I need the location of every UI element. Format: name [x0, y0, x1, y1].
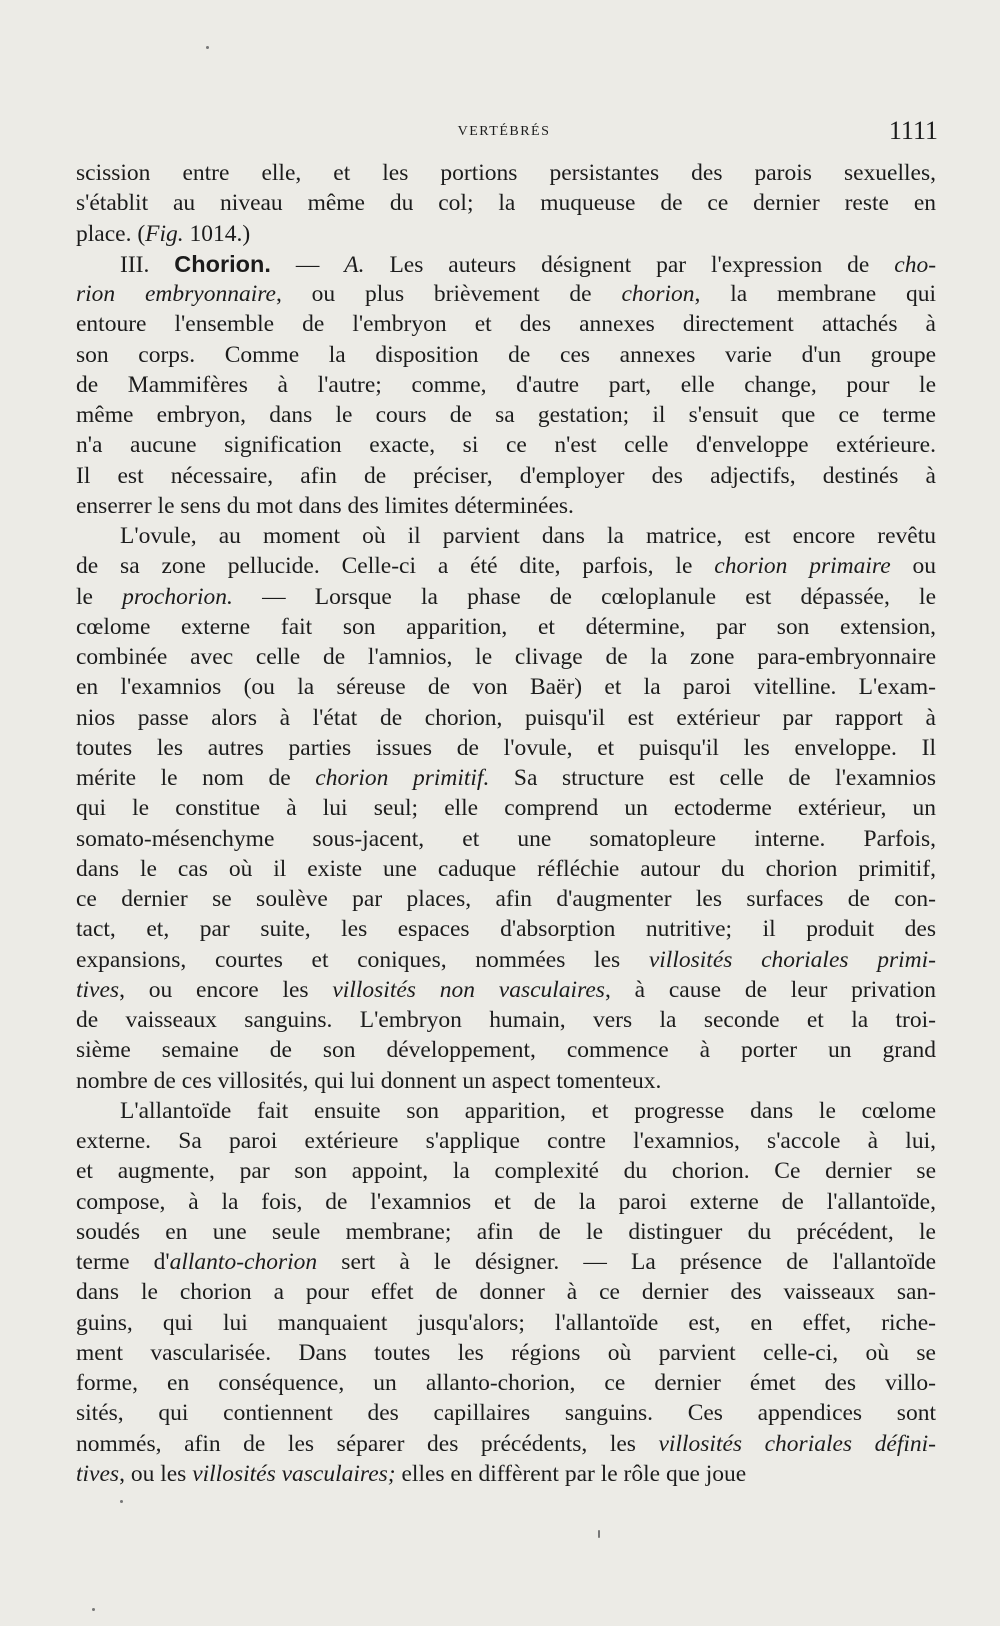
- italic-term: allanto-chorion: [169, 1249, 318, 1275]
- scan-speck: [206, 46, 209, 49]
- text-line: nombre de ces villosités, qui lui donnent un aspect tomenteux.: [76, 1067, 662, 1094]
- italic-term: villosités non vasculaires: [332, 976, 605, 1003]
- text-line: tact, et, par suite, les espaces d'absorption nutritive; il produit des: [76, 916, 936, 943]
- section-letter: A.: [344, 251, 365, 278]
- text-line: guins, qui lui manquaient jusqu'alors; l'allantoïde est, en effet, riche-: [76, 1309, 936, 1336]
- page-number: 1111: [888, 116, 938, 145]
- section-dash: —: [295, 251, 320, 278]
- text-line: nommés, afin de les séparer des précédents, les villosités choriales défini-: [76, 1430, 936, 1457]
- text-line: de sa zone pellucide. Celle-ci a été dite, parfois, le chorion primaire ou: [76, 553, 936, 580]
- text-fragment: 1014.): [183, 220, 251, 247]
- italic-term: chorion primaire: [714, 553, 891, 580]
- section-heading-line: [76, 249, 936, 279]
- text-line: ment vascularisée. Dans toutes les régions où parvient celle-ci, où se: [76, 1339, 936, 1366]
- text-line: mérite le nom de chorion primitif. Sa structure est celle de l'examnios: [76, 765, 936, 791]
- italic-term: villosités choriales primi-: [648, 946, 936, 973]
- text-line: son corps. Comme la disposition de ces annexes varie d'un groupe: [76, 341, 936, 368]
- section-number: III.: [120, 251, 150, 278]
- text-line: entoure l'ensemble de l'embryon et des annexes directement attachés à: [76, 311, 936, 338]
- text-line: enserrer le sens du mot dans des limites déterminées.: [76, 492, 574, 519]
- body-text: [76, 158, 936, 1489]
- italic-term: cho-: [894, 251, 936, 278]
- italic-term: prochorion.: [122, 583, 233, 610]
- text-line: dans le chorion a pour effet de donner à ce dernier des vaisseaux san-: [76, 1279, 936, 1306]
- text-line: [76, 219, 936, 249]
- text-line: compose, à la fois, de l'examnios et de la paroi externe de l'allantoïde,: [76, 1188, 936, 1215]
- text-line: n'a aucune signification exacte, si ce n'est celle d'enveloppe extérieure.: [76, 432, 936, 459]
- text-line: de vaisseaux sanguins. L'embryon humain, vers la seconde et la troi-: [76, 1007, 936, 1033]
- text-line: tives, ou encore les villosités non vasculaires, à cause de leur privation: [76, 976, 936, 1003]
- text-line: sième semaine de son développement, commence à porter un grand: [76, 1037, 936, 1064]
- scan-speck: [598, 1530, 600, 1538]
- figure-reference: Fig.: [145, 220, 184, 247]
- text-line: L'ovule, au moment où il parvient dans la matrice, est encore revêtu: [120, 523, 936, 549]
- text-line: forme, en conséquence, un allanto-chorion, ce dernier émet des villo-: [76, 1370, 936, 1396]
- text-line: de Mammifères à l'autre; comme, d'autre part, elle change, pour le: [76, 371, 936, 398]
- text-line: qui le constitue à lui seul; elle comprend un ectoderme extérieur, un: [76, 795, 936, 822]
- text-line: externe. Sa paroi extérieure s'applique contre l'examnios, s'accole à lui,: [76, 1128, 936, 1154]
- italic-term: chorion: [621, 281, 695, 307]
- scan-speck: [92, 1608, 95, 1611]
- text-line: expansions, courtes et coniques, nommées les villosités choriales primi-: [76, 946, 936, 973]
- text-line: tives, ou les villosités vasculaires; elles en diffèrent par le rôle que joue: [76, 1460, 747, 1487]
- italic-term: chorion primitif.: [315, 765, 490, 791]
- section-title: Chorion.: [174, 250, 271, 277]
- text-line: et augmente, par son appoint, la complexité du chorion. Ce dernier se: [76, 1158, 936, 1185]
- text-line: L'allantoïde fait ensuite son apparition, et progresse dans le cœlome: [120, 1097, 936, 1124]
- text-line: toutes les autres parties issues de l'ovule, et puisqu'il les enveloppe. Il: [76, 734, 936, 761]
- text-line: dans le cas où il existe une caduque réfléchie autour du chorion primitif,: [76, 855, 936, 882]
- text-line: rion embryonnaire, ou plus brièvement de chorion, la membrane qui: [76, 281, 936, 307]
- text-line: scission entre elle, et les portions persistantes des parois sexuelles,: [76, 160, 936, 186]
- scan-speck: [120, 1500, 123, 1503]
- italic-term: villosités vasculaires;: [192, 1460, 396, 1487]
- text-line: s'établit au niveau même du col; la muqueuse de ce dernier reste en: [76, 190, 936, 217]
- text-line: en l'examnios (ou la séreuse de von Baër) et la paroi vitelline. L'exam-: [76, 674, 936, 701]
- text-line: combinée avec celle de l'amnios, le clivage de la zone para-embryonnaire: [76, 644, 936, 670]
- text-line: sités, qui contiennent des capillaires sanguins. Ces appendices sont: [76, 1400, 936, 1427]
- text-line: même embryon, dans le cours de sa gestation; il s'ensuit que ce terme: [76, 402, 936, 428]
- text-line: Il est nécessaire, afin de préciser, d'employer des adjectifs, destinés à: [76, 462, 936, 489]
- text-fragment: Les auteurs désignent par l'expression de: [389, 251, 895, 278]
- page-header: [70, 116, 938, 146]
- text-line: somato-mésenchyme sous-jacent, et une somatopleure interne. Parfois,: [76, 825, 936, 852]
- running-head: VERTÉBRÉS: [457, 124, 551, 139]
- italic-term: tives: [76, 976, 120, 1003]
- text-line: terme d'allanto-chorion sert à le désigner. — La présence de l'allantoïde: [76, 1249, 936, 1275]
- italic-term: tives: [76, 1460, 120, 1487]
- text-line: nios passe alors à l'état de chorion, puisqu'il est extérieur par rapport à: [76, 704, 936, 731]
- text-line: soudés en une seule membrane; afin de le distinguer du précédent, le: [76, 1218, 936, 1245]
- text-line: cœlome externe fait son apparition, et détermine, par son extension,: [76, 613, 936, 640]
- text-line: ce dernier se soulève par places, afin d'augmenter les surfaces de con-: [76, 886, 936, 912]
- text-line: le prochorion. — Lorsque la phase de cœloplanule est dépassée, le: [76, 583, 936, 610]
- italic-term: villosités choriales défini-: [658, 1430, 936, 1457]
- text-fragment: place. (: [76, 220, 146, 247]
- italic-term: rion embryonnaire: [76, 281, 276, 307]
